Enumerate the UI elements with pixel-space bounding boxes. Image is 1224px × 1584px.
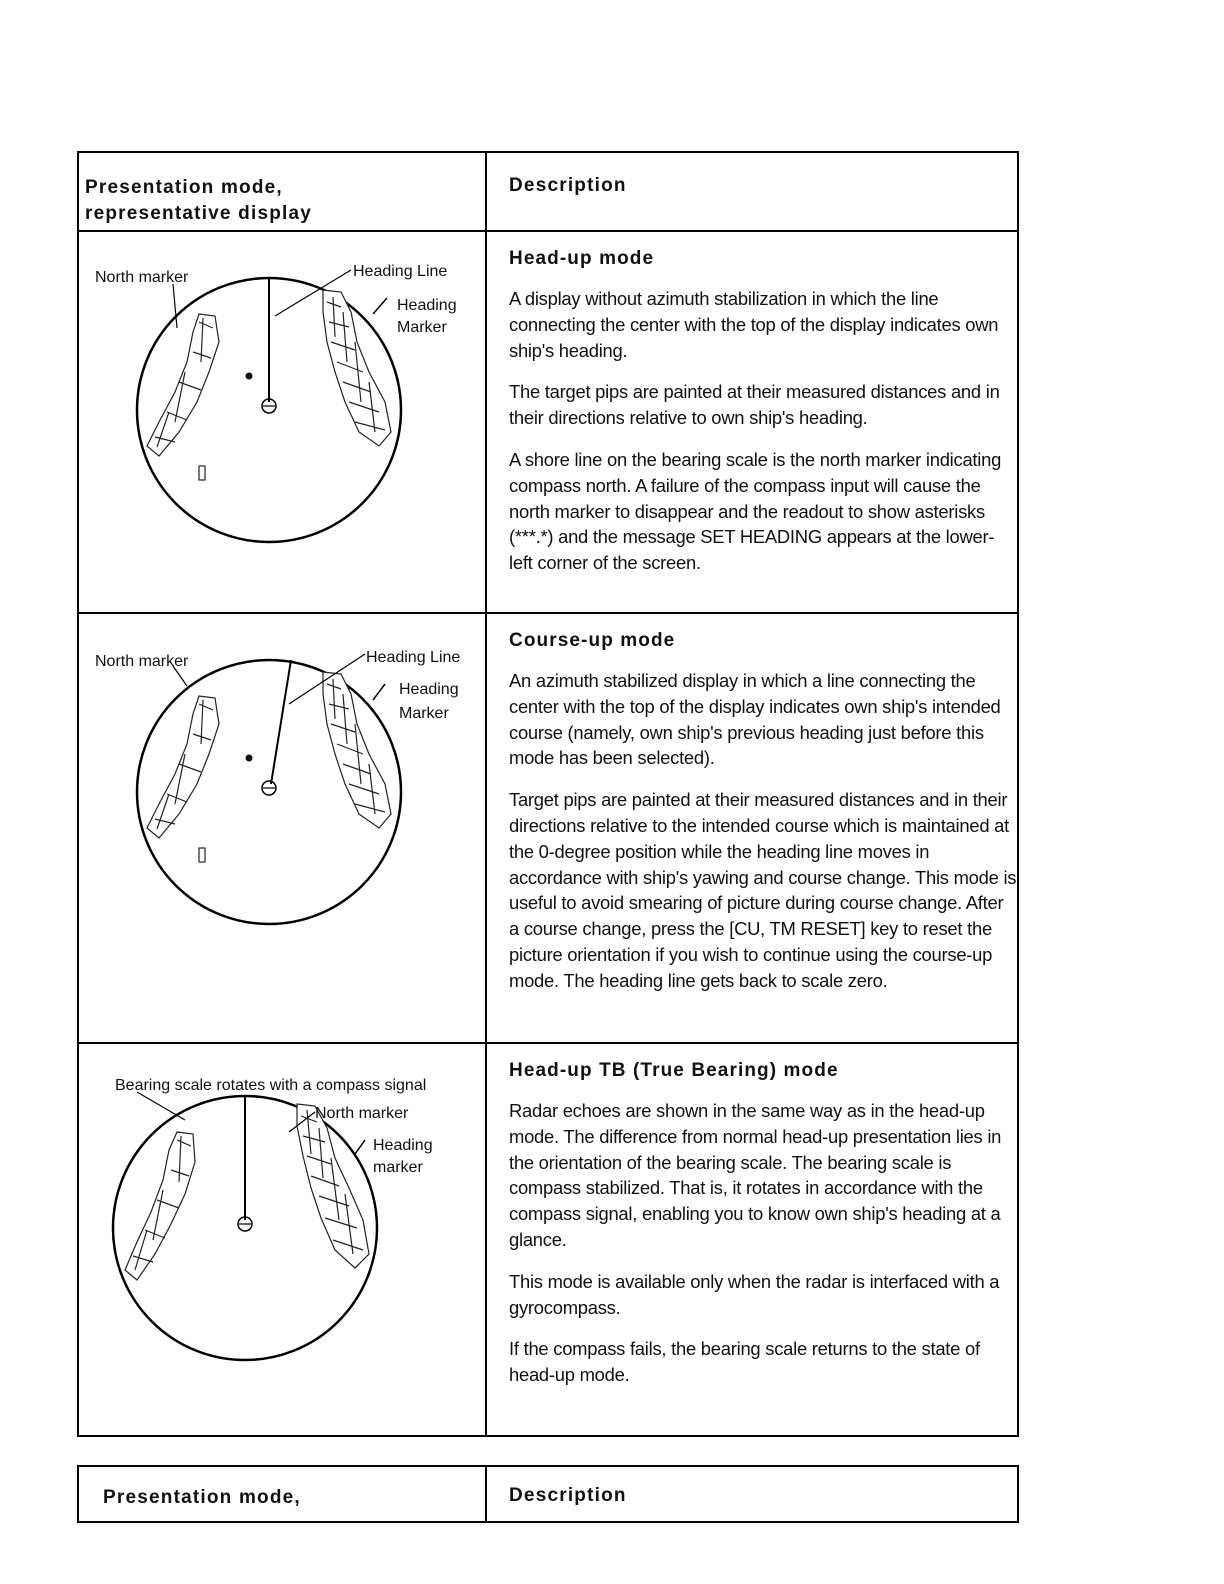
label-north-marker: North marker	[315, 1105, 409, 1122]
mode-title: Head-up TB (True Bearing) mode	[509, 1060, 839, 1081]
mode-title: Head-up mode	[509, 248, 655, 269]
table-header-row	[79, 1467, 1017, 1521]
label-heading-line: Heading Line	[353, 263, 448, 280]
table-header-row	[79, 153, 1017, 232]
header-presentation-mode: Presentation mode, representative display	[85, 177, 313, 224]
display-cell	[79, 614, 487, 1042]
echo-small	[199, 848, 205, 862]
description-paragraph: Target pips are painted at their measured distances and in their directions relative to the intended course which is maintained at the 0-degree position while the heading line moves in accordance with ship's yawing and course change. This mode is useful to avoid smearing of picture during course change. After a course change, press the [CU, TM RESET] key to reset the picture orientation if you wish to continue using the course-up mode. The heading line gets back to scale zero.	[509, 789, 1017, 991]
mode-title: Course-up mode	[509, 630, 676, 651]
heading-marker-pointer	[373, 298, 387, 314]
label-heading-marker-1: Heading	[397, 297, 457, 314]
echo-cluster-right	[323, 290, 391, 446]
label-north-marker: North marker	[95, 269, 189, 286]
description-paragraph: If the compass fails, the bearing scale returns to the state of head-up mode.	[509, 1338, 980, 1386]
label-heading-line: Heading Line	[366, 649, 461, 666]
label-heading-marker-1: Heading	[373, 1137, 433, 1154]
heading-line	[271, 660, 291, 784]
header-presentation-mode: Presentation mode,	[103, 1487, 301, 1508]
header-right-cell	[487, 1467, 1017, 1521]
heading-marker-pointer	[373, 684, 385, 700]
description-cell	[487, 232, 1017, 612]
description-cell	[487, 1044, 1017, 1435]
presentation-mode-table	[77, 151, 1019, 1437]
label-north-marker: North marker	[95, 653, 189, 670]
description-paragraph: A shore line on the bearing scale is the north marker indicating compass north. A failure of the compass input will cause the north marker to disappear and the readout to show asterisks (***.*) and the message SET HEADING appears at the lower-left corner of the screen.	[509, 448, 1002, 574]
header-description: Description	[509, 1485, 627, 1506]
north-marker-pointer	[173, 284, 177, 328]
bearing-scale-pointer	[137, 1092, 185, 1120]
display-cell	[79, 232, 487, 612]
echo-cluster-left	[147, 696, 219, 838]
echo-small	[199, 466, 205, 480]
header-description: Description	[509, 175, 627, 196]
heading-marker-pointer	[355, 1140, 365, 1154]
description-cell	[487, 614, 1017, 1042]
header-left-cell	[79, 153, 487, 230]
header-right-cell	[487, 153, 1017, 230]
mode-row-head-up	[79, 232, 1017, 614]
center-dot	[246, 755, 253, 762]
label-heading-marker-2: Marker	[397, 319, 447, 336]
display-cell	[79, 1044, 487, 1435]
echo-cluster-right	[323, 672, 391, 828]
continued-table-header	[77, 1465, 1019, 1523]
description-paragraph: This mode is available only when the radar is interfaced with a gyrocompass.	[509, 1270, 1000, 1318]
label-heading-marker-2: marker	[373, 1159, 423, 1176]
label-heading-marker-2: Marker	[399, 705, 449, 722]
echo-cluster-left	[147, 314, 219, 456]
mode-row-course-up	[79, 614, 1017, 1044]
description-paragraph: A display without azimuth stabilization in which the line connecting the center with the top of the display indicates own ship's heading.	[509, 288, 999, 361]
radar-display-head-up	[79, 232, 485, 612]
header-left-cell	[79, 1467, 487, 1521]
label-heading-marker-1: Heading	[399, 681, 459, 698]
mode-row-head-up-tb	[79, 1044, 1017, 1435]
description-paragraph: An azimuth stabilized display in which a line connecting the center with the top of the display indicates own ship's intended course (namely, own ship's previous heading just before this mode has been selected).	[509, 670, 1001, 769]
radar-display-course-up	[79, 614, 485, 1042]
radar-display-head-up-tb	[79, 1044, 485, 1433]
description-paragraph: Radar echoes are shown in the same way as in the head-up mode. The difference from normal head-up presentation lies in the orientation of the bearing scale. The bearing scale is compass stabilized. That is, it rotates in accordance with the compass signal, enabling you to know own ship's heading at a glance.	[509, 1100, 1002, 1250]
description-paragraph: The target pips are painted at their measured distances and in their directions relative to own ship's heading.	[509, 381, 1000, 429]
label-bearing-scale-caption: Bearing scale rotates with a compass signal	[115, 1077, 427, 1094]
center-dot	[246, 373, 253, 380]
